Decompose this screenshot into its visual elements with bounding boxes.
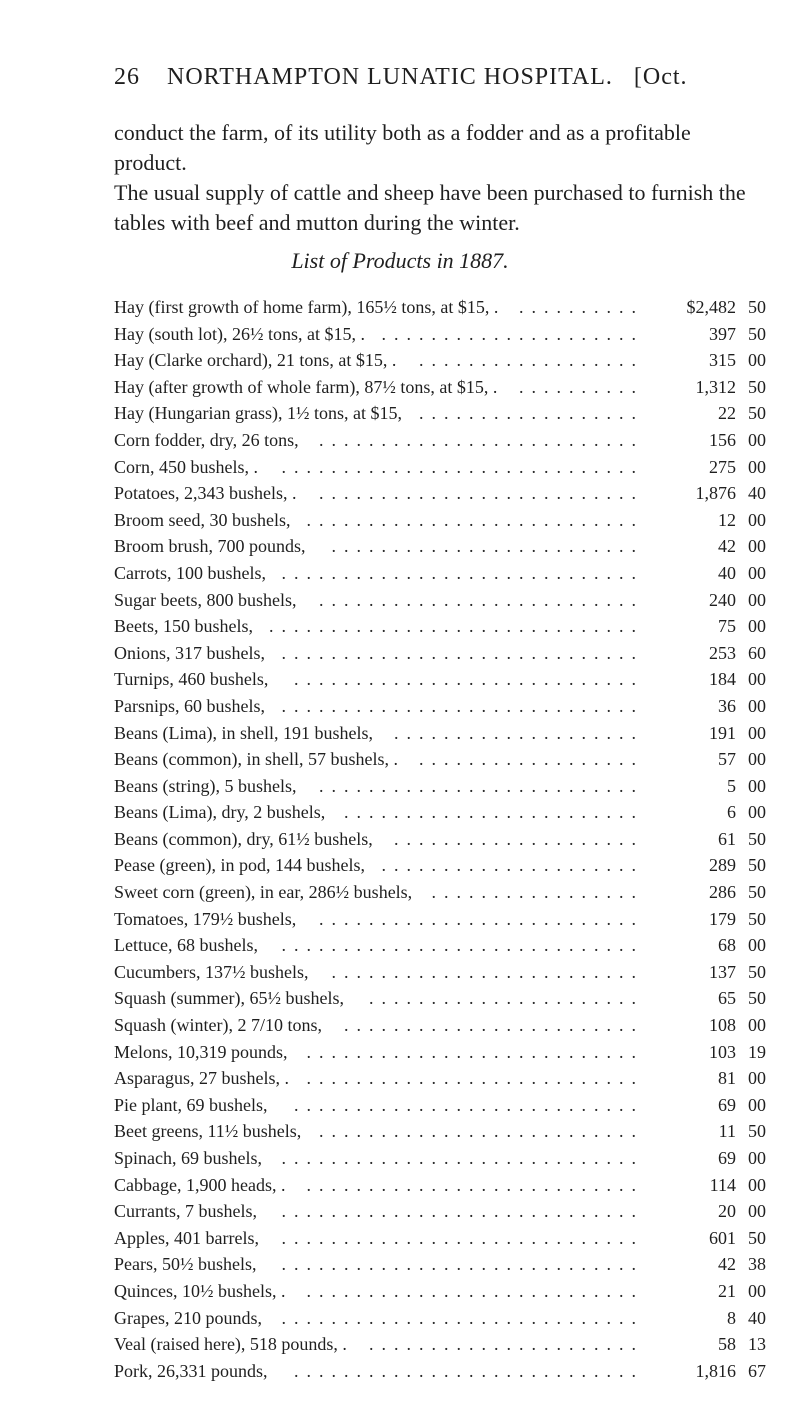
product-item: Hay (Clarke orchard), 21 tons, at $15, . — [114, 350, 397, 371]
product-item: Hay (after growth of whole farm), 87½ tons, at $15, . — [114, 376, 498, 397]
amount-dollars: $2,482 — [686, 297, 736, 317]
leader-dots: ...................... — [369, 1334, 644, 1355]
running-head — [114, 64, 764, 91]
product-item: Pork, 26,331 pounds, — [114, 1360, 268, 1381]
product-amount — [656, 1092, 766, 1119]
product-amount — [656, 533, 766, 560]
amount-dollars: 1,312 — [695, 376, 736, 397]
product-item: Melons, 10,319 pounds, — [114, 1041, 288, 1062]
product-item: Cabbage, 1,900 heads, . — [114, 1174, 286, 1195]
product-amount — [656, 799, 766, 826]
product-item: Sugar beets, 800 bushels, — [114, 589, 297, 610]
product-row — [114, 959, 766, 986]
amount-cents: 00 — [748, 802, 766, 823]
amount-dollars: 289 — [709, 855, 736, 876]
intro-text — [114, 118, 766, 238]
amount-cents: 00 — [748, 350, 766, 371]
product-item: Broom seed, 30 bushels, — [114, 509, 291, 530]
product-amount — [656, 613, 766, 640]
amount-dollars: 114 — [709, 1174, 736, 1195]
product-row — [114, 1331, 766, 1358]
leader-dots: .......................... — [319, 775, 644, 796]
product-row — [114, 693, 766, 720]
product-item: Pears, 50½ bushels, — [114, 1254, 257, 1275]
amount-dollars: 58 — [718, 1334, 736, 1355]
leader-dots: ........................ — [344, 802, 644, 823]
product-amount — [656, 1251, 766, 1278]
amount-dollars: 69 — [718, 1094, 736, 1115]
product-amount — [656, 959, 766, 986]
product-row — [114, 666, 766, 693]
amount-cents: 00 — [748, 509, 766, 530]
product-row — [114, 533, 766, 560]
amount-cents: 50 — [748, 1121, 766, 1142]
amount-dollars: 179 — [709, 908, 736, 929]
product-row — [114, 613, 766, 640]
amount-dollars: 75 — [718, 616, 736, 637]
product-list — [114, 294, 766, 1384]
product-item: Hay (first growth of home farm), 165½ tons, at $15, . — [114, 297, 499, 317]
product-item: Beets, 150 bushels, — [114, 616, 253, 637]
leader-dots: ............................. — [281, 695, 644, 716]
product-row — [114, 454, 766, 481]
amount-dollars: 61 — [718, 828, 736, 849]
leader-dots: ............................. — [281, 456, 644, 477]
amount-dollars: 22 — [718, 403, 736, 424]
product-amount — [656, 640, 766, 667]
product-item: Grapes, 210 pounds, — [114, 1307, 262, 1328]
paragraph-continuation: conduct the farm, of its utility both as a fodder and as a profitable product. — [114, 120, 691, 175]
product-item: Turnips, 460 bushels, — [114, 669, 269, 690]
product-amount — [656, 587, 766, 614]
amount-cents: 00 — [748, 1015, 766, 1036]
amount-cents: 00 — [748, 749, 766, 770]
amount-cents: 00 — [748, 1174, 766, 1195]
amount-cents: 50 — [748, 297, 766, 317]
product-row — [114, 1225, 766, 1252]
amount-dollars: 191 — [709, 722, 736, 743]
amount-cents: 38 — [748, 1254, 766, 1275]
leader-dots: .......................... — [319, 429, 644, 450]
product-amount — [656, 454, 766, 481]
amount-dollars: 601 — [709, 1227, 736, 1248]
product-amount — [656, 693, 766, 720]
amount-dollars: 40 — [718, 562, 736, 583]
product-row — [114, 640, 766, 667]
amount-dollars: 81 — [718, 1068, 736, 1089]
amount-dollars: 1,876 — [695, 483, 736, 504]
amount-cents: 50 — [748, 908, 766, 929]
leader-dots: .......................... — [319, 908, 644, 929]
amount-cents: 67 — [748, 1360, 766, 1381]
product-item: Potatoes, 2,343 bushels, . — [114, 483, 297, 504]
leader-dots: ............................. — [281, 935, 644, 956]
leader-dots: ........................... — [306, 1041, 644, 1062]
product-row — [114, 1145, 766, 1172]
amount-dollars: 108 — [709, 1015, 736, 1036]
leader-dots: .................... — [394, 722, 644, 743]
product-amount — [656, 932, 766, 959]
product-item: Apples, 401 barrels, — [114, 1227, 259, 1248]
product-amount — [656, 1065, 766, 1092]
product-amount — [656, 1225, 766, 1252]
product-amount — [656, 1331, 766, 1358]
leader-dots: ............................ — [294, 669, 644, 690]
product-amount — [656, 1358, 766, 1385]
product-row — [114, 321, 766, 348]
amount-dollars: 315 — [709, 350, 736, 371]
leader-dots: ........................... — [306, 1068, 644, 1089]
product-row — [114, 507, 766, 534]
amount-dollars: 36 — [718, 695, 736, 716]
leader-dots: .......... — [519, 376, 644, 397]
amount-cents: 00 — [748, 456, 766, 477]
product-row — [114, 985, 766, 1012]
product-amount — [656, 1172, 766, 1199]
amount-cents: 13 — [748, 1334, 766, 1355]
amount-dollars: 6 — [727, 802, 736, 823]
amount-cents: 00 — [748, 1280, 766, 1301]
amount-cents: 00 — [748, 589, 766, 610]
amount-dollars: 275 — [709, 456, 736, 477]
leader-dots: ......................... — [331, 961, 644, 982]
product-row — [114, 879, 766, 906]
product-item: Squash (winter), 2 7/10 tons, — [114, 1015, 322, 1036]
leader-dots: .......................... — [319, 483, 644, 504]
product-item: Veal (raised here), 518 pounds, . — [114, 1334, 347, 1355]
leader-dots: ............................. — [281, 1201, 644, 1222]
product-item: Corn, 450 bushels, . — [114, 456, 258, 477]
leader-dots: ........................... — [306, 1174, 644, 1195]
amount-dollars: 12 — [718, 509, 736, 530]
amount-cents: 50 — [748, 855, 766, 876]
leader-dots: ................. — [431, 882, 644, 903]
product-item: Pease (green), in pod, 144 bushels, — [114, 855, 365, 876]
amount-cents: 50 — [748, 403, 766, 424]
amount-dollars: 11 — [718, 1121, 736, 1142]
product-amount — [656, 720, 766, 747]
product-amount — [656, 347, 766, 374]
amount-cents: 00 — [748, 935, 766, 956]
product-amount — [656, 879, 766, 906]
product-item: Cucumbers, 137½ bushels, — [114, 961, 309, 982]
product-item: Spinach, 69 bushels, — [114, 1148, 262, 1168]
product-row — [114, 587, 766, 614]
product-row — [114, 294, 766, 321]
list-title: List of Products in 1887. — [291, 248, 509, 273]
amount-cents: 60 — [748, 642, 766, 663]
product-item: Beet greens, 11½ bushels, — [114, 1121, 302, 1142]
amount-cents: 00 — [748, 536, 766, 557]
amount-dollars: 1,816 — [695, 1360, 736, 1381]
amount-cents: 50 — [748, 882, 766, 903]
leader-dots: ............................ — [294, 1094, 644, 1115]
leader-dots: ......................... — [331, 536, 644, 557]
amount-cents: 50 — [748, 1227, 766, 1248]
product-row — [114, 374, 766, 401]
product-item: Asparagus, 27 bushels, . — [114, 1068, 289, 1089]
product-item: Sweet corn (green), in ear, 286½ bushels, — [114, 882, 413, 903]
amount-dollars: 42 — [718, 536, 736, 557]
leader-dots: ........................ — [344, 1015, 644, 1036]
leader-dots: ............................. — [281, 1227, 644, 1248]
product-amount — [656, 1012, 766, 1039]
product-amount — [656, 480, 766, 507]
amount-cents: 00 — [748, 695, 766, 716]
product-item: Broom brush, 700 pounds, — [114, 536, 306, 557]
amount-cents: 50 — [748, 828, 766, 849]
product-row — [114, 427, 766, 454]
amount-cents: 00 — [748, 669, 766, 690]
product-row — [114, 1118, 766, 1145]
amount-dollars: 184 — [709, 669, 736, 690]
product-row — [114, 1251, 766, 1278]
leader-dots: ............................. — [281, 1254, 644, 1275]
leader-dots: .................. — [419, 403, 644, 424]
product-item: Hay (south lot), 26½ tons, at $15, . — [114, 323, 365, 344]
product-row — [114, 1092, 766, 1119]
product-row — [114, 906, 766, 933]
product-item: Lettuce, 68 bushels, — [114, 935, 258, 956]
leader-dots: ........................... — [306, 509, 644, 530]
amount-cents: 00 — [748, 1068, 766, 1089]
amount-dollars: 253 — [709, 642, 736, 663]
amount-dollars: 68 — [718, 935, 736, 956]
leader-dots: ............................. — [281, 562, 644, 583]
product-row — [114, 746, 766, 773]
product-amount — [656, 400, 766, 427]
product-item: Beans (Lima), in shell, 191 bushels, — [114, 722, 373, 743]
leader-dots: ...................... — [369, 988, 644, 1009]
leader-dots: .......................... — [319, 589, 644, 610]
leader-dots: .................. — [419, 350, 644, 371]
product-amount — [656, 773, 766, 800]
amount-cents: 00 — [748, 1201, 766, 1222]
amount-dollars: 21 — [718, 1280, 736, 1301]
product-row — [114, 400, 766, 427]
product-item: Hay (Hungarian grass), 1½ tons, at $15, — [114, 403, 402, 424]
amount-dollars: 156 — [709, 429, 736, 450]
product-row — [114, 799, 766, 826]
leader-dots: .............................. — [269, 616, 644, 637]
product-amount — [656, 826, 766, 853]
product-item: Tomatoes, 179½ bushels, — [114, 908, 297, 929]
amount-cents: 00 — [748, 1094, 766, 1115]
page-number: 26 — [114, 64, 140, 90]
amount-dollars: 5 — [727, 775, 736, 796]
product-row — [114, 720, 766, 747]
running-date: [Oct. — [633, 64, 688, 90]
product-item: Corn fodder, dry, 26 tons, — [114, 429, 299, 450]
product-item: Squash (summer), 65½ bushels, — [114, 988, 344, 1009]
leader-dots: .......... — [519, 297, 644, 317]
product-item: Beans (Lima), dry, 2 bushels, — [114, 802, 326, 823]
product-item: Beans (common), dry, 61½ bushels, — [114, 828, 373, 849]
leader-dots: .................... — [394, 828, 644, 849]
paragraph-cattle: The usual supply of cattle and sheep have been purchased to furnish the tables with beef and mutton during the winter. — [114, 180, 746, 235]
product-amount — [656, 321, 766, 348]
amount-cents: 00 — [748, 562, 766, 583]
product-amount — [656, 906, 766, 933]
product-amount — [656, 1145, 766, 1172]
amount-cents: 40 — [748, 1307, 766, 1328]
amount-cents: 00 — [748, 722, 766, 743]
amount-dollars: 57 — [718, 749, 736, 770]
amount-cents: 40 — [748, 483, 766, 504]
product-amount — [656, 560, 766, 587]
amount-cents: 50 — [748, 376, 766, 397]
amount-cents: 50 — [748, 961, 766, 982]
product-item: Onions, 317 bushels, — [114, 642, 266, 663]
running-title: NORTHAMPTON LUNATIC HOSPITAL. — [167, 64, 613, 90]
amount-cents: 00 — [748, 775, 766, 796]
product-item: Pie plant, 69 bushels, — [114, 1094, 268, 1115]
leader-dots: .................. — [419, 749, 644, 770]
product-item: Quinces, 10½ bushels, . — [114, 1280, 286, 1301]
product-amount — [656, 507, 766, 534]
amount-cents: 50 — [748, 323, 766, 344]
product-row — [114, 1012, 766, 1039]
product-row — [114, 852, 766, 879]
product-row — [114, 932, 766, 959]
leader-dots: .......................... — [319, 1121, 644, 1142]
amount-dollars: 42 — [718, 1254, 736, 1275]
product-item: Currants, 7 bushels, — [114, 1201, 257, 1222]
amount-cents: 00 — [748, 1148, 766, 1168]
product-amount — [656, 294, 766, 321]
product-amount — [656, 374, 766, 401]
product-amount — [656, 985, 766, 1012]
leader-dots: ............................ — [294, 1360, 644, 1381]
product-amount — [656, 1305, 766, 1332]
product-row — [114, 1278, 766, 1305]
amount-cents: 19 — [748, 1041, 766, 1062]
product-amount — [656, 666, 766, 693]
amount-cents: 00 — [748, 429, 766, 450]
amount-cents: 50 — [748, 988, 766, 1009]
product-amount — [656, 427, 766, 454]
product-row — [114, 1065, 766, 1092]
leader-dots: ..................... — [381, 855, 644, 876]
amount-dollars: 8 — [727, 1307, 736, 1328]
product-row — [114, 1172, 766, 1199]
leader-dots: ............................. — [281, 642, 644, 663]
product-amount — [656, 1198, 766, 1225]
amount-dollars: 137 — [709, 961, 736, 982]
leader-dots: ..................... — [381, 323, 644, 344]
amount-dollars: 240 — [709, 589, 736, 610]
product-item: Beans (common), in shell, 57 bushels, . — [114, 749, 398, 770]
product-item: Beans (string), 5 bushels, — [114, 775, 297, 796]
amount-dollars: 65 — [718, 988, 736, 1009]
amount-dollars: 20 — [718, 1201, 736, 1222]
product-item: Carrots, 100 bushels, — [114, 562, 266, 583]
amount-dollars: 286 — [709, 882, 736, 903]
product-row — [114, 1039, 766, 1066]
product-row — [114, 826, 766, 853]
product-row — [114, 773, 766, 800]
amount-dollars: 103 — [709, 1041, 736, 1062]
product-row — [114, 347, 766, 374]
product-amount — [656, 1118, 766, 1145]
product-item: Parsnips, 60 bushels, — [114, 695, 266, 716]
product-amount — [656, 1278, 766, 1305]
product-row — [114, 1305, 766, 1332]
product-amount — [656, 746, 766, 773]
amount-dollars: 69 — [718, 1148, 736, 1168]
leader-dots: ............................. — [281, 1307, 644, 1328]
leader-dots: ............................. — [281, 1148, 644, 1168]
amount-dollars: 397 — [709, 323, 736, 344]
product-amount — [656, 1039, 766, 1066]
product-amount — [656, 852, 766, 879]
amount-cents: 00 — [748, 616, 766, 637]
product-row — [114, 560, 766, 587]
product-row — [114, 1198, 766, 1225]
product-row — [114, 480, 766, 507]
leader-dots: ........................... — [306, 1280, 644, 1301]
product-row — [114, 1358, 766, 1385]
